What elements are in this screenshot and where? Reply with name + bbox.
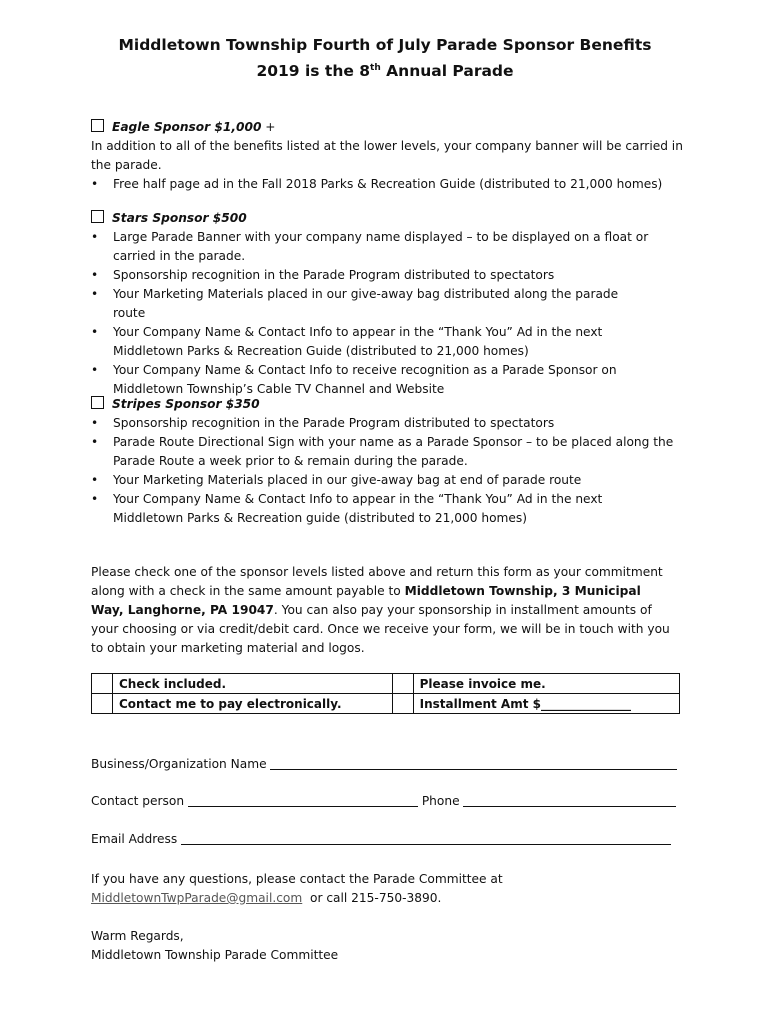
payment-options-table (91, 673, 680, 714)
list-item: • Your Company Name & Contact Info to appear in the “Thank You” Ad in the next Middletown Parks & Recreation guide (distributed to 21,000 homes) (91, 490, 633, 528)
page-title: Middletown Township Fourth of July Parade Sponsor Benefits (118, 36, 652, 54)
eagle-label: Eagle Sponsor $1,000 (112, 120, 262, 134)
pay-electronically-label: Contact me to pay electronically. (113, 694, 393, 714)
business-input[interactable] (270, 757, 677, 770)
contact-input[interactable] (188, 794, 418, 807)
stars-label: Stars Sponsor $500 (112, 211, 247, 225)
business-field: Business/Organization Name (91, 757, 677, 771)
page-subtitle: 2019 is the 8th Annual Parade (256, 62, 514, 80)
list-item: • Your Marketing Materials placed in our give-away bag at end of parade route (91, 471, 691, 490)
invoice-label: Please invoice me. (413, 674, 679, 694)
installment-label: Installment Amt $_______________ (413, 694, 679, 714)
phone-input[interactable] (463, 794, 676, 807)
email-field: Email Address (91, 832, 671, 846)
stars-section (91, 209, 691, 399)
stripes-label: Stripes Sponsor $350 (112, 397, 260, 411)
eagle-section: Eagle Sponsor $1,000 + In addition to all of the benefits listed at the lower levels, your company banner will be carried in the parade. • Free half page ad in the Fall 2018 Parks & Recreation Guide (distributed to 21,000 homes) (91, 118, 691, 194)
invoice-checkbox[interactable] (392, 674, 413, 694)
list-item: • Sponsorship recognition in the Parade Program distributed to spectators (91, 266, 651, 285)
instructions-paragraph: Please check one of the sponsor levels listed above and return this form as your commitment along with a check in the same amount payable to Middletown Township, 3 Municipal Way, Langhorne, PA 19047. You can also pay your sponsorship in installment amounts of your choosing or via credit/debit card. Once we receive your form, we will be in touch with you to obtain your marketing material and logos. (91, 565, 670, 655)
list-item: • Your Company Name & Contact Info to receive recognition as a Parade Sponsor on Middletown Township’s Cable TV Channel and Website (91, 361, 653, 399)
list-item: • Large Parade Banner with your company name displayed – to be displayed on a float or carried in the parade. (91, 228, 651, 266)
stripes-checkbox[interactable] (91, 396, 104, 409)
eagle-checkbox[interactable] (91, 119, 104, 132)
list-item: • Your Company Name & Contact Info to appear in the “Thank You” Ad in the next Middletown Parks & Recreation Guide (distributed to 21,000 homes) (91, 323, 633, 361)
list-item: • Parade Route Directional Sign with your name as a Parade Sponsor – to be placed along the Parade Route a week prior to & remain during the parade. (91, 433, 691, 471)
stars-checkbox[interactable] (91, 210, 104, 223)
closing: Warm Regards, Middletown Township Parade Committee (91, 929, 339, 962)
pay-electronically-checkbox[interactable] (92, 694, 113, 714)
contact-note: If you have any questions, please contact the Parade Committee at MiddletownTwpParade@gmail.com or call 215-750-3890. (91, 872, 503, 905)
check-included-label: Check included. (113, 674, 393, 694)
contact-field: Contact person Phone (91, 794, 676, 808)
email-input[interactable] (181, 832, 671, 845)
stripes-section (91, 395, 691, 528)
list-item: • Free half page ad in the Fall 2018 Parks & Recreation Guide (distributed to 21,000 homes) (91, 175, 691, 194)
installment-checkbox[interactable] (392, 694, 413, 714)
check-included-checkbox[interactable] (92, 674, 113, 694)
list-item: • Your Marketing Materials placed in our give-away bag distributed along the parade route (91, 285, 651, 323)
email-link[interactable]: MiddletownTwpParade@gmail.com (91, 891, 303, 905)
eagle-intro: In addition to all of the benefits listed at the lower levels, your company banner will be carried in the parade. (91, 139, 683, 172)
list-item: • Sponsorship recognition in the Parade Program distributed to spectators (91, 414, 691, 433)
